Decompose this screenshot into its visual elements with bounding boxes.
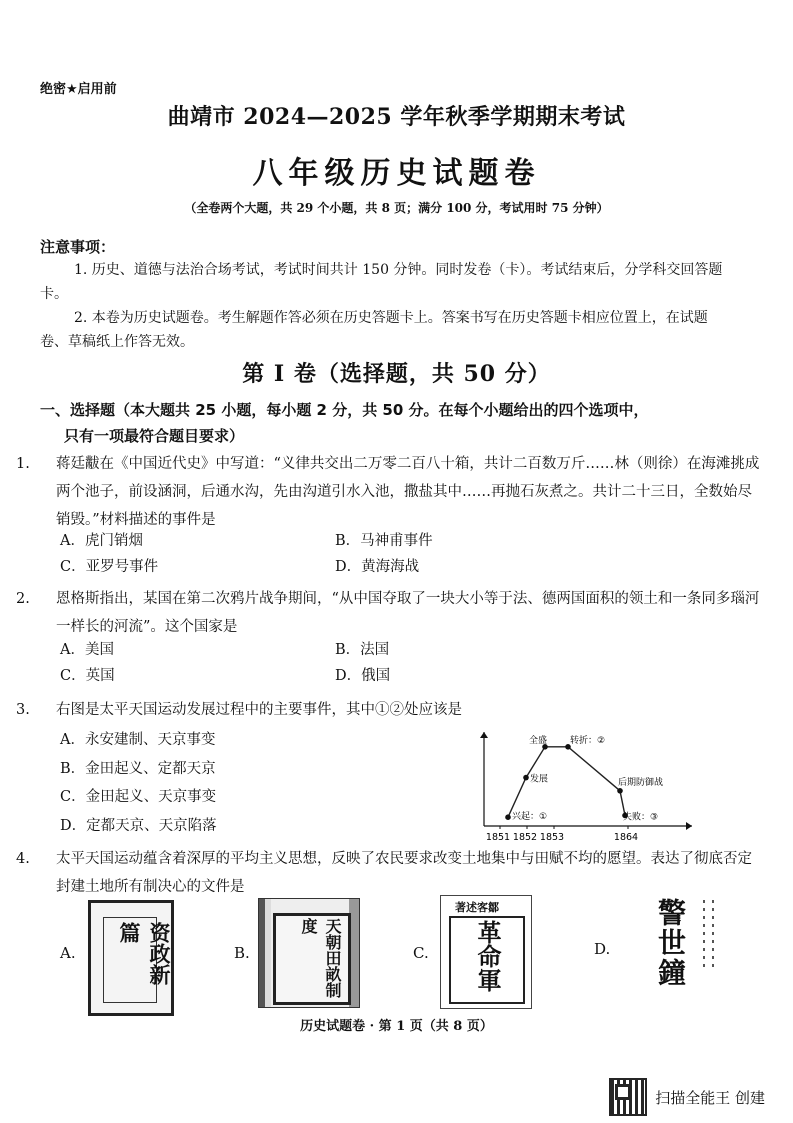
option-b[interactable]: B．马神甫事件 <box>335 533 433 549</box>
paper-title: 八年级历史试题卷 <box>252 156 541 191</box>
option-c[interactable]: C．英国 <box>60 668 115 684</box>
section-title: 第 I 卷（选择题，共 50 分） <box>242 361 551 387</box>
data-point <box>617 788 623 794</box>
page-footer: 历史试题卷 · 第 1 页（共 8 页） <box>300 1019 493 1034</box>
tick-label: 1853 <box>539 832 565 843</box>
question-text: 右图是太平天国运动发展过程中的主要事件，其中①②处应该是 <box>56 702 462 718</box>
question-number: 3. <box>16 702 30 718</box>
point-label: 兴起：① <box>512 812 548 823</box>
option-a[interactable]: A. <box>60 944 76 962</box>
document-d-title[interactable]: 警世鐘 <box>654 898 687 988</box>
document-frame <box>103 917 172 1003</box>
option-c[interactable]: C. <box>413 944 429 962</box>
qr-code-icon <box>609 1078 647 1116</box>
document-d-decoration <box>703 900 705 970</box>
document-image-c[interactable] <box>440 895 532 1009</box>
document-frame <box>449 916 525 1004</box>
option-a[interactable]: A．美国 <box>60 642 114 658</box>
option-c[interactable]: C．亚罗号事件 <box>60 559 159 575</box>
chart-labels <box>512 734 663 823</box>
notice-item: 2. 本卷为历史试题卷。考生解题作答必须在历史答题卡上。答案书写在历史答题卡相应位置上，在试题卷、草稿纸上作答无效。 <box>40 310 708 350</box>
document-d-decoration <box>712 900 714 970</box>
document-a-title: 资政新篇 <box>117 922 172 985</box>
question-number: 2. <box>16 591 30 607</box>
point-label: 全盛 <box>529 735 548 746</box>
scanner-label: 扫描全能王 创建 <box>655 1088 765 1107</box>
document-frame <box>273 913 351 1005</box>
option-d[interactable]: D．定都天京、天京陷落 <box>60 817 217 834</box>
document-b-title: 天朝田畝制度 <box>299 918 342 998</box>
scanner-watermark <box>609 1078 765 1116</box>
tick-label: 1852 <box>512 832 538 843</box>
data-point <box>505 814 511 820</box>
confidential-label: 绝密★启用前 <box>40 82 117 97</box>
chart-line <box>508 747 625 817</box>
tick-label: 1851 <box>485 832 511 843</box>
question-text: 蒋廷黻在《中国近代史》中写道：“义律共交出二万零二百八十箱，共计二百数万斤……林（则徐）在海滩挑成两个池子，前设涵洞，后通水沟，先由沟道引水入池，撒盐其中……再抛石灰煮之。共计二十三日，全数始尽销毁。”材料描述的事件是 <box>56 456 760 528</box>
option-a[interactable]: A．虎门销烟 <box>60 533 143 549</box>
option-d[interactable]: D. <box>594 940 611 958</box>
option-c[interactable]: C．金田起义、天京事变 <box>60 789 217 805</box>
chart-ticks <box>486 826 638 843</box>
data-point <box>523 775 529 781</box>
option-list <box>60 726 310 840</box>
question-number: 4. <box>16 851 30 867</box>
notice-heading: 注意事项： <box>40 238 116 256</box>
x-axis-arrow <box>686 822 692 830</box>
option-d[interactable]: D．俄国 <box>335 668 391 684</box>
taiping-timeline-chart <box>470 728 700 846</box>
question-text: 太平天国运动蕴含着深厚的平均主义思想，反映了农民要求改变土地集中与田赋不均的愿望。表达了彻底否定封建土地所有制决心的文件是 <box>56 851 752 895</box>
notice-item: 1. 历史、道德与法治合场考试，考试时间共计 150 分钟。同时发卷（卡）。考试结束后，分学科交回答题卡。 <box>40 262 723 302</box>
series-line <box>508 747 625 817</box>
y-axis-arrow <box>480 732 488 738</box>
tick-label: 1864 <box>613 832 639 843</box>
part-heading-line: 一、选择题（本大题共 25 小题，每小题 2 分，共 50 分。在每个小题给出的四个选项中， <box>40 401 649 419</box>
question-1 <box>16 450 760 534</box>
question-2 <box>16 585 760 641</box>
part-heading-line: 只有一项最符合题目要求） <box>64 427 245 445</box>
option-a[interactable]: A．永安建制、天京事变 <box>60 732 216 748</box>
question-text: 恩格斯指出，某国在第二次鸦片战争期间，“从中国夺取了一块大小等于法、德两国面积的领土和一条同多瑙河一样长的河流”。这个国家是 <box>56 591 760 635</box>
question-number: 1. <box>16 456 30 472</box>
point-label: 发展 <box>530 774 549 785</box>
notice-list <box>40 258 730 354</box>
option-d[interactable]: D．黄海海战 <box>335 559 420 575</box>
point-label: 失败：③ <box>623 812 659 823</box>
paper-subtitle: （全卷两个大题，共 29 个小题，共 8 页；满分 100 分，考试用时 75 分钟） <box>184 201 609 215</box>
option-b[interactable]: B. <box>234 944 250 962</box>
exam-title: 曲靖市 2024—2025 学年秋季学期期末考试 <box>167 104 626 130</box>
document-c-author: 著述客鄒 <box>455 901 499 914</box>
point-label: 后期防御战 <box>618 777 664 788</box>
part-heading <box>40 397 760 449</box>
document-c-title: 革命軍 <box>473 920 502 992</box>
option-b[interactable]: B．法国 <box>335 642 390 658</box>
point-label: 转折：② <box>570 735 606 746</box>
question-4 <box>16 845 760 901</box>
option-b[interactable]: B．金田起义、定都天京 <box>60 760 216 777</box>
document-image-a[interactable] <box>88 900 174 1016</box>
question-3 <box>16 696 760 724</box>
document-image-b[interactable] <box>258 898 360 1008</box>
